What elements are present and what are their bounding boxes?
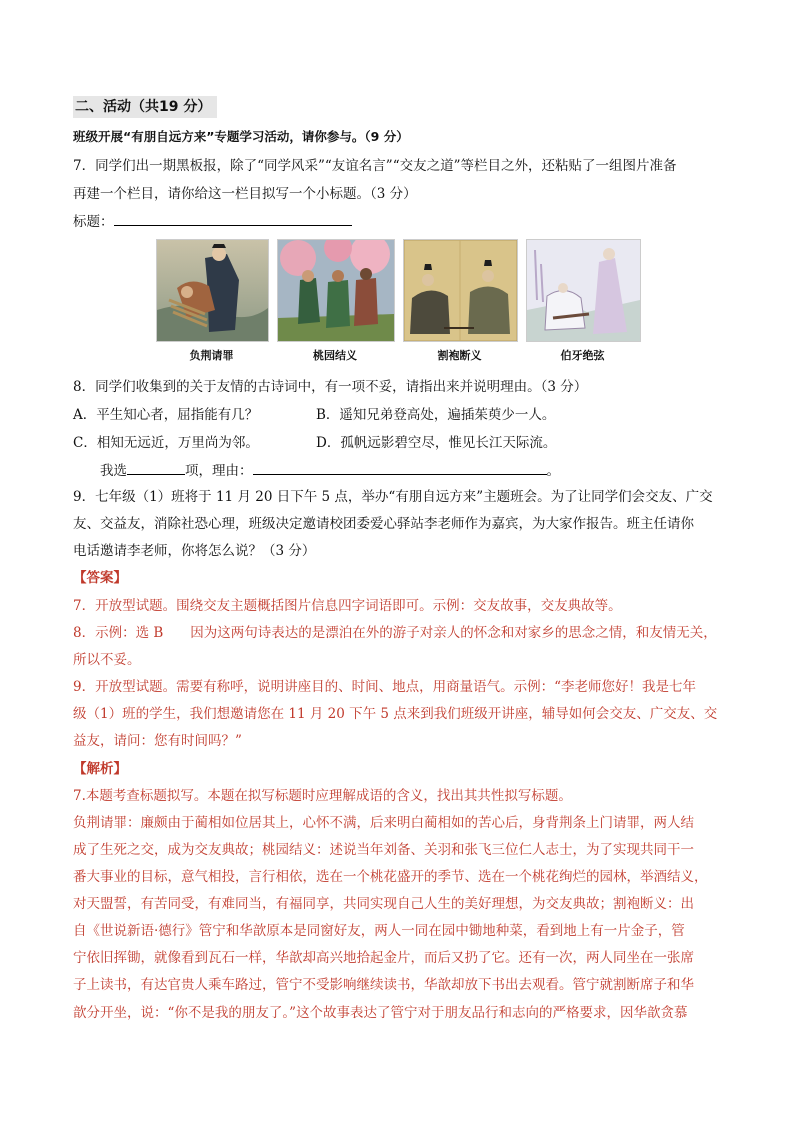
analysis-heading: 【解析】 bbox=[73, 761, 127, 777]
answer-7: 7．开放型试题。围绕交友主题概括图片信息四字词语即可。示例：交友故事，交友典故等。 bbox=[73, 598, 622, 614]
answer-8-line-2: 所以不妥。 bbox=[73, 652, 141, 668]
caption-gepao: 割袍断义 bbox=[437, 349, 482, 362]
choose-end: 。 bbox=[546, 463, 560, 479]
q8-stem: 8．同学们收集到的关于友情的古诗词中，有一项不妥，请指出来并说明理由。（3 分） bbox=[73, 379, 588, 395]
analysis-line-8: 子上读书，有达官贵人乘车路过，管宁不受影响继续读书，华歆却放下书出去观看。管宁就割断席子和华 bbox=[73, 977, 694, 993]
analysis-9-rest: 这个故事表达了管宁对于朋友品行和志向的严格要求，因华歆贪慕 bbox=[296, 1005, 688, 1021]
answer-9-intro: 9．开放型试题。需要有称呼，说明讲座目的、时间、地点，用商量语气。示例： bbox=[73, 679, 555, 695]
caption-boya: 伯牙绝弦 bbox=[560, 349, 605, 362]
q7-title-row bbox=[73, 211, 733, 232]
reason-blank[interactable] bbox=[253, 460, 547, 475]
analysis-line-1: 7.本题考查标题拟写。本题在拟写标题时应理解成语的含义，找出其共性拟写标题。 bbox=[73, 788, 572, 804]
answer-9-line-2: 级（1）班的学生，我们想邀请您在 11 月 20 下午 5 点来到我们班级开讲座，辅导如何会交友、广交友、交 bbox=[73, 706, 718, 722]
answer-8-line-1: 8．示例：选 B 因为这两句诗表达的是漂泊在外的游子对亲人的怀念和对家乡的思念之情，和友情无关， bbox=[73, 625, 717, 641]
q8-choose-row bbox=[100, 460, 560, 481]
q9-line-3: 电话邀请李老师，你将怎么说？（3 分） bbox=[73, 543, 316, 559]
activity-intro: 班级开展“有朋自远方来”专题学习活动，请你参与。（9 分） bbox=[73, 129, 409, 144]
q8-option-a: A．平生知心者，屈指能有几？ bbox=[73, 407, 259, 423]
q8-option-d: D．孤帆远影碧空尽，惟见长江天际流。 bbox=[316, 435, 557, 451]
analysis-9-quote: “你不是我的朋友了。” bbox=[167, 1005, 297, 1021]
caption-fuqing: 负荆请罪 bbox=[189, 349, 234, 362]
analysis-line-4: 番大事业的目标，意气相投，言行相依，选在一个桃花盛开的季节、选在一个桃花绚烂的园林，举酒结义， bbox=[73, 869, 708, 885]
painting-taoyuan-icon bbox=[278, 240, 394, 341]
painting-gepao-image bbox=[403, 239, 518, 342]
painting-gepao-icon bbox=[404, 240, 517, 341]
painting-boya-icon bbox=[527, 240, 640, 341]
section-title: 二、活动（共19 分） bbox=[73, 96, 217, 118]
analysis-line-7: 宁依旧挥锄，就像看到瓦石一样，华歆却高兴地拾起金片，而后又扔了它。还有一次，两人同坐在一张席 bbox=[73, 950, 694, 966]
answer-heading: 【答案】 bbox=[73, 570, 127, 586]
painting-taoyuan-image bbox=[277, 239, 395, 342]
analysis-line-2: 负荆请罪：廉颇由于蔺相如位居其上，心怀不满，后来明白蔺相如的苦心后，身背荆条上门请罪，两人结 bbox=[73, 815, 694, 831]
q9-line-2: 友、交益友，消除社恐心理，班级决定邀请校团委爱心驿站李老师作为嘉宾，为大家作报告。班主任请你 bbox=[73, 516, 694, 532]
q8-option-b: B．遥知兄弟登高处，遍插茱萸少一人。 bbox=[316, 407, 556, 423]
title-answer-blank[interactable] bbox=[114, 211, 352, 226]
answer-9-line-1 bbox=[73, 677, 733, 697]
q8-option-c: C．相知无远近，万里尚为邻。 bbox=[73, 435, 259, 451]
q7-line-1: 7．同学们出一期黑板报，除了“同学风采”“友谊名言”“交友之道”等栏目之外，还粘贴了一组图片准备 bbox=[73, 158, 677, 174]
q7-line-2: 再建一个栏目，请你给这一栏目拟写一个小标题。（3 分） bbox=[73, 186, 417, 202]
painting-boya-image bbox=[526, 239, 641, 342]
analysis-line-5: 对天盟誓，有苦同受，有难同当，有福同享，共同实现自己人生的美好理想，为交友典故；割袍断义：出 bbox=[73, 896, 694, 912]
title-label: 标题： bbox=[73, 214, 114, 230]
analysis-line-9 bbox=[73, 1003, 733, 1023]
painting-fuqing-image bbox=[156, 239, 269, 342]
analysis-9-start: 歆分开坐，说： bbox=[73, 1005, 168, 1021]
choice-blank[interactable] bbox=[127, 460, 185, 475]
choose-prefix: 我选 bbox=[100, 463, 127, 479]
painting-fuqing-icon bbox=[157, 240, 268, 341]
answer-9-line-3: 益友，请问：您有时间吗？” bbox=[73, 733, 242, 749]
analysis-line-3: 成了生死之交，成为交友典故；桃园结义：述说当年刘备、关羽和张飞三位仁人志士，为了实现共同干一 bbox=[73, 842, 694, 858]
caption-taoyuan: 桃园结义 bbox=[313, 349, 357, 362]
q9-line-1: 9．七年级（1）班将于 11 月 20 日下午 5 点，举办“有朋自远方来”主题班会。为了让同学们会交友、广交 bbox=[73, 489, 713, 505]
answer-9-example-start: “李老师您好！我是七年 bbox=[554, 679, 696, 695]
choose-mid: 项，理由： bbox=[185, 463, 253, 479]
analysis-line-6: 自《世说新语·德行》管宁和华歆原本是同窗好友，两人一同在园中锄地种菜，看到地上有一片金子，管 bbox=[73, 923, 685, 939]
